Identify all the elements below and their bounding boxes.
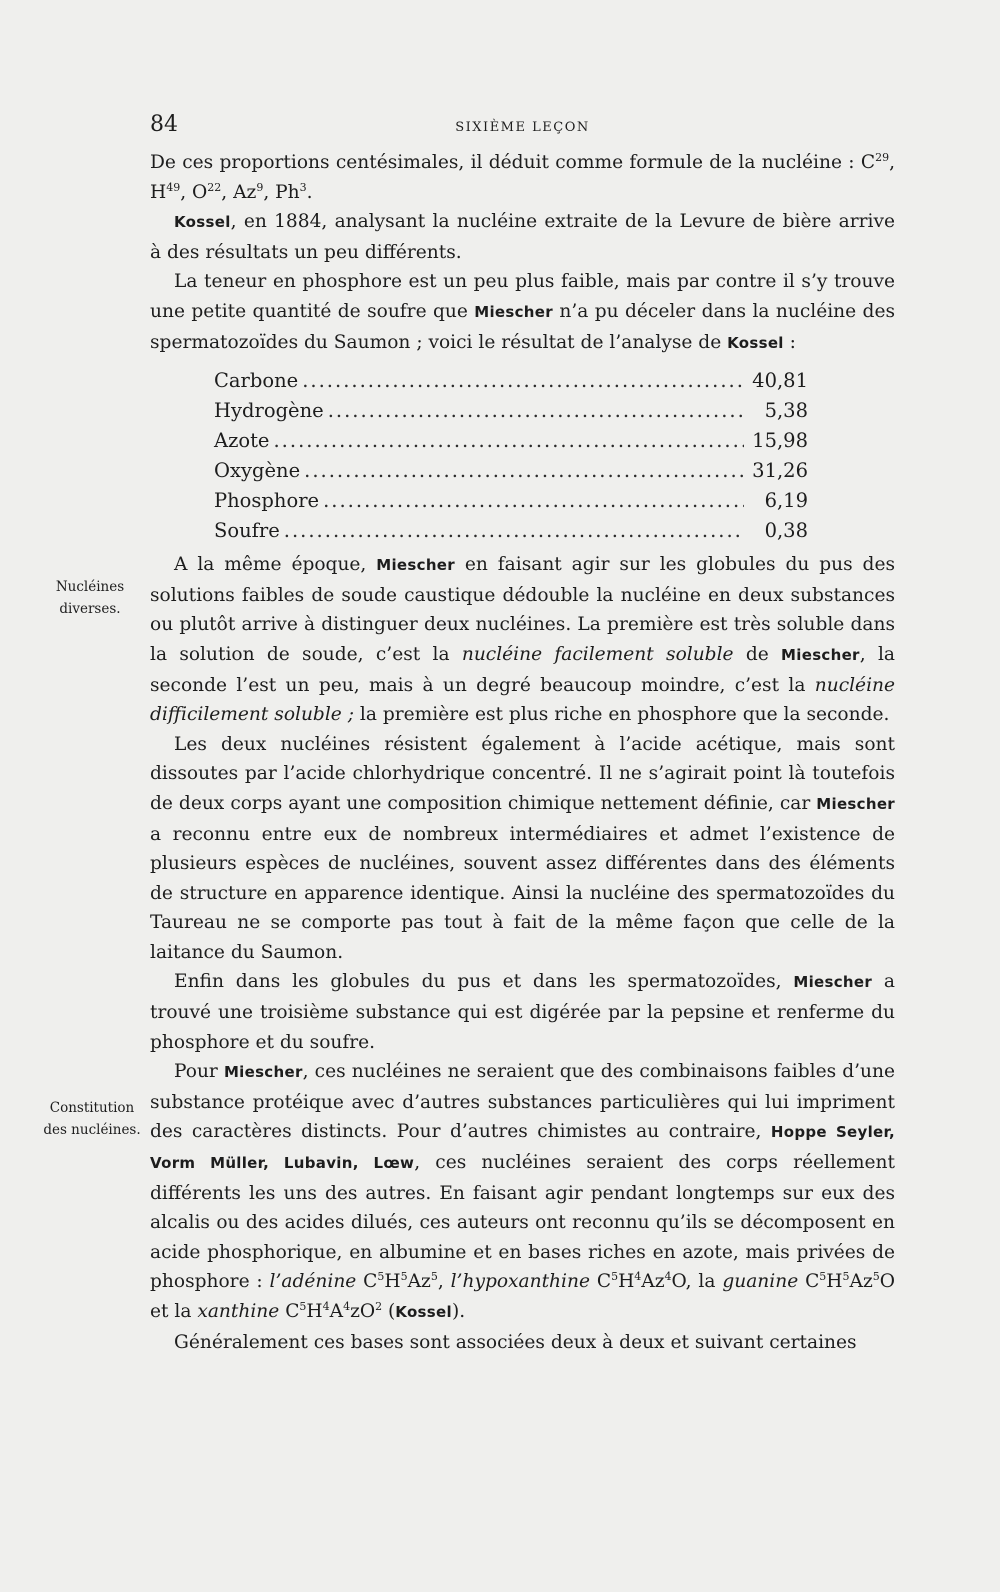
author-name: Kossel (395, 1303, 452, 1321)
paragraph-troisieme-substance: Enfin dans les globules du pus et dans les spermatozoïdes, Miescher a trouvé une troisième substance qui est digérée par la pepsine et renferme du phosphore et du soufre. (150, 971, 896, 1053)
analysis-row: Oxygène ..... 31,26 (214, 456, 808, 486)
italic-term: guanine (722, 1271, 799, 1293)
author-name: Miescher (816, 794, 895, 813)
paragraph-phosphore: La teneur en phosphore est un peu plus faible, mais par contre il s’y trouve une petite quantité de soufre que Miescher n’a pu déceler dans la nucléine des spermatozoïdes du Saumon ; voici le résultat de l’analyse de Kossel : (150, 271, 895, 353)
running-head: SIXIÈME LEÇON (455, 120, 590, 135)
italic-term: nucléine difficilement soluble ; (150, 674, 895, 726)
paragraph-formula: De ces proportions centésimales, il déduit comme formule de la nucléine : $C^{29}$, $H^{49}$, $O^{22}$, Az$^9$, Ph$^3$. (150, 151, 895, 203)
paragraph-kossel-1884: Kossel, en 1884, analysant la nucléine extraite de la Levure de bière arrive à des résultats un peu différents. (150, 211, 895, 263)
author-name: Kossel (727, 333, 784, 352)
formula-guanine: $C^5H^5Az^5O$ (805, 1270, 895, 1293)
author-name: Miescher (223, 1063, 303, 1082)
author-names: Hoppe Seyler, Vorm Müller, Lubavin, Lœw (150, 1123, 896, 1173)
analysis-row: Phosphore ..... 6,19 (214, 486, 808, 516)
analysis-row: Soufre ..... 0,38 (214, 516, 808, 546)
nucleine-formula: $C^{29}$, $H^{49}$, $O^{22}$, Az$^9$, Ph$^3$. (150, 151, 895, 203)
body-text (150, 148, 895, 1357)
italic-term: l’hypoxanthine (450, 1271, 590, 1293)
analysis-row: Azote ..... 15,98 (214, 426, 808, 456)
author-name: Miescher (376, 556, 455, 575)
italic-term: xanthine (197, 1301, 280, 1322)
italic-term: nucléine facilement soluble (461, 643, 734, 665)
analysis-row: Carbone ..... 40,81 (214, 366, 808, 396)
author-name: Miescher (474, 302, 553, 321)
page-header (150, 112, 895, 144)
paragraph-bases-associees: Généralement ces bases sont associées deux à deux et suivant certaines (174, 1331, 857, 1353)
page-number: 84 (150, 112, 178, 137)
formula-hypoxanthine: $C^5H^4Az^4O$ (596, 1270, 686, 1293)
author-name: Miescher (781, 645, 860, 664)
margin-note-nucleines-diverses: Nucléines diverses. (55, 579, 125, 617)
author-name: Kossel (174, 213, 231, 232)
margin-note-constitution: Constitution des nucléines. (43, 1100, 141, 1138)
author-name: Miescher (793, 973, 873, 992)
analysis-row: Hydrogène ..... 5,38 (214, 396, 808, 426)
paragraph-constitution: Pour Miescher, ces nucléines ne seraient que des combinaisons faibles d’une substance protéique avec d’autres substances particulières qui lui impriment des caractères distincts. Pour d’autres chimistes au contraire, Hoppe Seyler, Vorm Müller, Lubavin, Lœw, ces nucléines seraient des corps réellement différents les uns des autres. En faisant agir pendant longtemps sur eux des alcalis ou des acides dilués, ces auteurs ont reconnu qu’ils se décomposent en acide phosphorique, en albumine et en bases riches en azote, mais privées de phosphore : l’adénine $C^5H^5Az^5$, l’hypoxanthine $C^5H^4Az^4O$, la guanine $C^5H^5Az^5O$ et la xanthine $C^5H^4A^4zO^2$ (Kossel). (150, 1061, 896, 1322)
analysis-table (214, 366, 808, 546)
formula-xanthine: $C^5H^4A^4zO^2$ (285, 1300, 383, 1322)
italic-term: l’adénine (269, 1271, 357, 1293)
paragraph-deux-nucleines: Les deux nucléines résistent également à l’acide acétique, mais sont dissoutes par l’acide chlorhydrique concentré. Il ne s’agirait point là toutefois de deux corps ayant une composition chimique nettement définie, car Miescher a reconnu entre eux de nombreux intermédiaires et admet l’existence de plusieurs espèces de nucléines, souvent assez différentes dans des éléments de structure en apparence identique. Ainsi la nucléine des spermatozoïdes du Taureau ne se comporte pas tout à fait de la même façon que celle de la laitance du Saumon. (150, 733, 895, 963)
formula-adenine: $C^5H^5Az^5$ (363, 1270, 438, 1293)
paragraph-meme-epoque: A la même époque, Miescher en faisant agir sur les globules du pus des solutions faibles de soude caustique dédouble la nucléine en deux substances ou plutôt arrive à distinguer deux nucléines. La première est très soluble dans la solution de soude, c’est la nucléine facilement soluble de Miescher, la seconde l’est un peu, mais à un degré beaucoup moindre, c’est la nucléine difficilement soluble ; la première est plus riche en phosphore que la seconde. (150, 554, 896, 726)
